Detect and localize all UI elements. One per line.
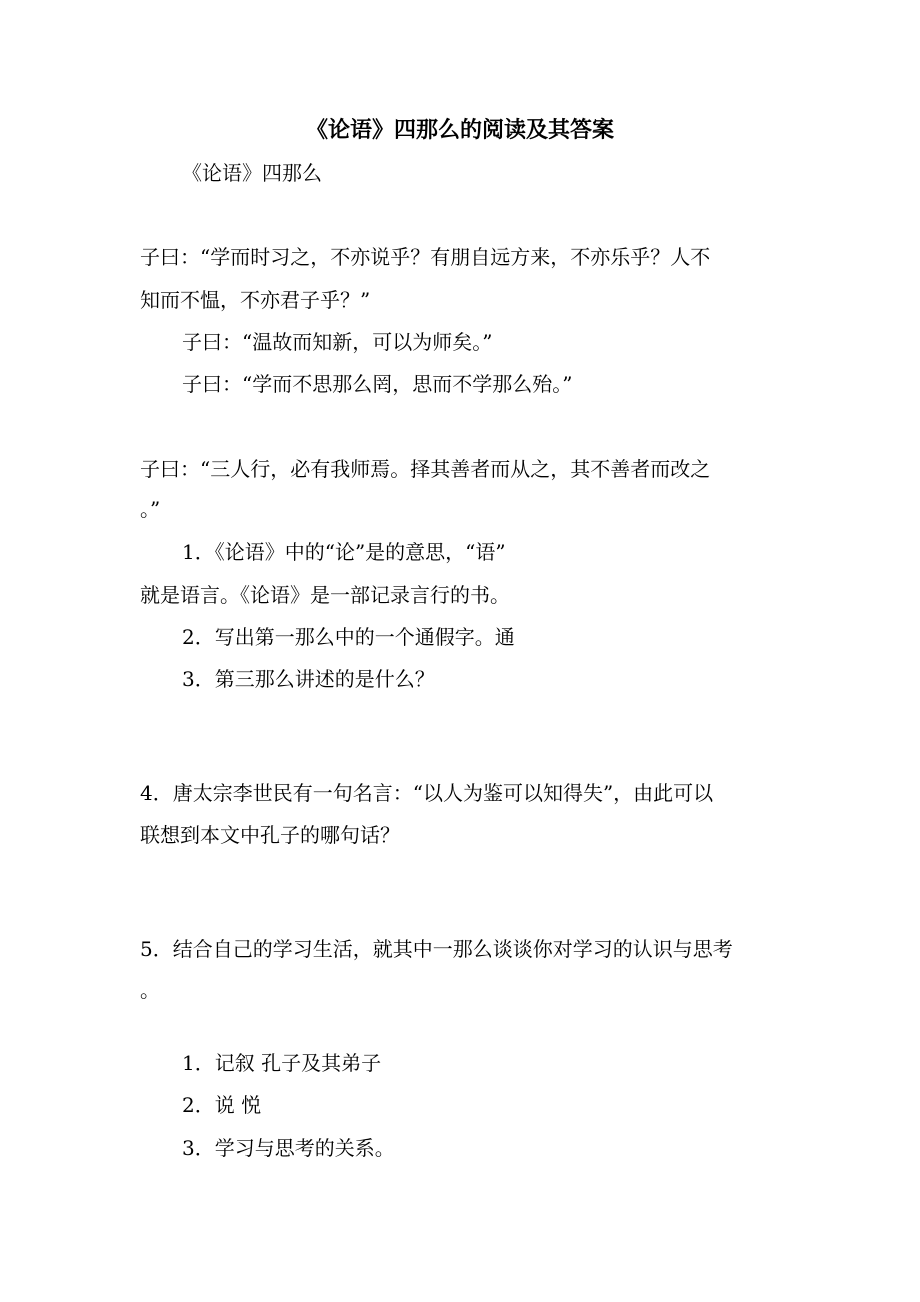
- passage-paragraph-3: 子曰：“学而不思那么罔，思而不学那么殆。”: [182, 372, 573, 396]
- passage-paragraph-1-line-1: 子曰：“学而时习之，不亦说乎？有朋自远方来，不亦乐乎？人不: [140, 245, 711, 269]
- answer-3: 3．学习与思考的关系。: [182, 1136, 395, 1160]
- question-1-line-1: 1．《论语》中的“论”是的意思，“语”: [182, 540, 506, 564]
- passage-paragraph-2: 子曰：“温故而知新，可以为师矣。”: [182, 330, 493, 354]
- document-subtitle: 《论语》四那么: [182, 161, 322, 185]
- question-5-line-2: 。: [140, 978, 160, 1002]
- question-2: 2．写出第一那么中的一个通假字。通: [182, 625, 515, 649]
- question-5-line-1: 5．结合自己的学习生活，就其中一那么谈谈你对学习的认识与思考: [140, 937, 733, 961]
- question-4-line-2: 联想到本文中孔子的哪句话？: [140, 823, 400, 847]
- passage-paragraph-1-line-2: 知而不愠，不亦君子乎？”: [140, 288, 371, 312]
- question-1-line-2: 就是语言。《论语》是一部记录言行的书。: [140, 583, 510, 607]
- answer-1: 1．记叙 孔子及其弟子: [182, 1051, 382, 1075]
- passage-paragraph-4-line-1: 子曰：“三人行，必有我师焉。择其善者而从之，其不善者而改之: [140, 457, 711, 481]
- answer-2: 2．说 悦: [182, 1093, 262, 1117]
- question-3: 3．第三那么讲述的是什么？: [182, 667, 435, 691]
- document-title: 《论语》四那么的阅读及其答案: [305, 117, 614, 143]
- question-4-line-1: 4．唐太宗李世民有一句名言：“以人为鉴可以知得失”，由此可以: [140, 781, 714, 805]
- passage-paragraph-4-line-2: 。”: [140, 497, 161, 521]
